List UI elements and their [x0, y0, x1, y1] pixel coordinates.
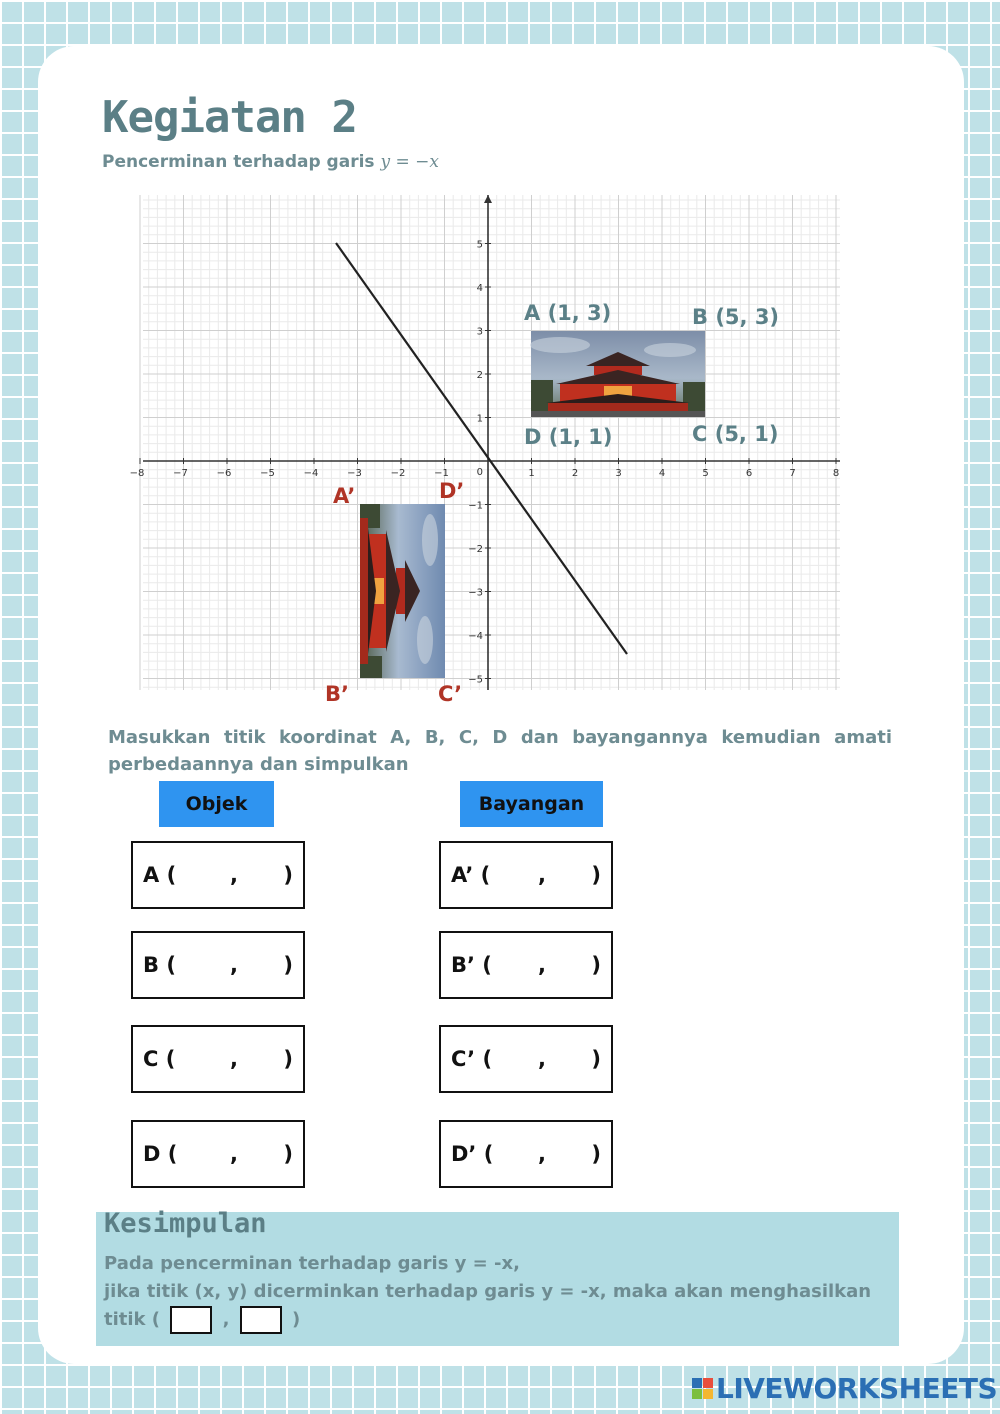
answer-box-x[interactable] [170, 1306, 212, 1334]
conclusion-text [104, 1250, 894, 1334]
conclusion-title: Kesimpulan [104, 1208, 267, 1239]
x-tick-label: −3 [347, 468, 362, 479]
x-tick-label: −5 [260, 468, 275, 479]
image-close-paren: ) [591, 1047, 601, 1071]
y-tick-label: 4 [476, 283, 483, 294]
object-coord-box[interactable] [131, 1025, 305, 1093]
x-tick-label: −4 [303, 468, 319, 479]
object-close-paren: ) [283, 1047, 293, 1071]
y-tick-label: −3 [468, 587, 483, 599]
y-tick-label: −5 [468, 674, 483, 686]
x-tick-label: −6 [216, 468, 232, 479]
x-tick-label: 1 [528, 468, 535, 479]
y-tick-label: 2 [476, 370, 483, 381]
image-close-paren: ) [591, 863, 601, 887]
label-point-c: C (5, 1) [692, 422, 779, 446]
conclusion-line-3-suffix: ) [291, 1309, 301, 1330]
image-coord-box[interactable] [439, 931, 613, 999]
y-axis-arrow [484, 195, 492, 203]
brand-text: LIVEWORKSHEETS [716, 1372, 998, 1405]
label-point-c-prime: C’ [438, 682, 463, 706]
header-object: Objek [159, 781, 274, 827]
x-tick-label: 8 [832, 468, 840, 479]
image-coord-box[interactable] [439, 1025, 613, 1093]
x-tick-label: 7 [789, 468, 796, 479]
label-point-d: D (1, 1) [524, 425, 613, 449]
y-tick-label: 5 [476, 239, 483, 251]
y-tick-label: 3 [476, 326, 483, 338]
image-close-paren: ) [591, 953, 601, 977]
x-tick-label: 2 [571, 468, 579, 479]
image-comma: , [538, 863, 546, 887]
object-close-paren: ) [283, 1142, 293, 1166]
conclusion-line-2: jika titik (x, y) dicerminkan terhadap garis y = -x, maka akan menghasilkan [104, 1281, 872, 1302]
x-tick-label: −1 [434, 468, 449, 479]
image-comma: , [538, 953, 546, 977]
image-point-name: D’ ( [451, 1142, 494, 1166]
x-tick-label: −2 [390, 468, 406, 479]
conclusion-line-3-prefix: titik ( [104, 1309, 161, 1330]
y-tick-label: −2 [468, 544, 483, 555]
image-comma: , [538, 1142, 546, 1166]
object-point-name: B ( [143, 953, 176, 977]
image-close-paren: ) [591, 1142, 601, 1166]
label-point-d-prime: D’ [439, 479, 465, 503]
page-title: Kegiatan 2 [102, 92, 357, 143]
object-comma: , [230, 953, 238, 977]
conclusion-line-3 [104, 1306, 894, 1334]
image-point-name: B’ ( [451, 953, 492, 977]
object-coord-box[interactable] [131, 931, 305, 999]
label-point-b-prime: B’ [325, 682, 349, 706]
x-tick-label: 5 [702, 468, 709, 479]
header-image: Bayangan [460, 781, 603, 827]
object-comma: , [230, 863, 238, 887]
object-close-paren: ) [283, 953, 293, 977]
object-close-paren: ) [283, 863, 293, 887]
object-comma: , [230, 1142, 238, 1166]
image-point-name: C’ ( [451, 1047, 493, 1071]
label-point-b: B (5, 3) [692, 305, 780, 329]
object-coord-box[interactable] [131, 1120, 305, 1188]
x-tick-label: 4 [658, 468, 666, 479]
y-tick-label: −1 [468, 500, 483, 512]
answer-box-y[interactable] [240, 1306, 282, 1334]
image-coord-box[interactable] [439, 841, 613, 909]
object-temple-image [530, 331, 705, 417]
image-comma: , [538, 1047, 546, 1071]
conclusion-line-1: Pada pencerminan terhadap garis y = -x, [104, 1253, 520, 1274]
liveworksheets-logo [692, 1372, 997, 1405]
subtitle-text: Pencerminan terhadap garis [102, 152, 375, 172]
object-point-name: C ( [143, 1047, 176, 1071]
object-point-name: D ( [143, 1142, 178, 1166]
x-tick-label: −8 [129, 468, 145, 479]
brand-grid-icon [692, 1378, 713, 1399]
image-coord-box[interactable] [439, 1120, 613, 1188]
conclusion-panel [96, 1208, 899, 1346]
image-temple-image [360, 504, 445, 678]
x-tick-label: 6 [745, 468, 753, 479]
y-tick-label: 1 [476, 413, 483, 425]
y-tick-label: −4 [468, 631, 483, 642]
instruction-text: Masukkan titik koordinat A, B, C, D dan bayangannya kemudian amati perbedaannya dan simpulkan [108, 727, 892, 775]
x-tick-label: 3 [615, 468, 622, 479]
object-point-name: A ( [143, 863, 177, 887]
label-point-a-prime: A’ [333, 484, 356, 508]
conclusion-line-3-sep: , [222, 1309, 230, 1330]
label-point-a: A (1, 3) [524, 301, 612, 325]
subtitle-equation: y = −x [380, 152, 439, 172]
object-coord-box[interactable] [131, 841, 305, 909]
origin-label: 0 [476, 467, 483, 478]
x-tick-label: −7 [173, 468, 188, 479]
object-comma: , [230, 1047, 238, 1071]
image-point-name: A’ ( [451, 863, 491, 887]
